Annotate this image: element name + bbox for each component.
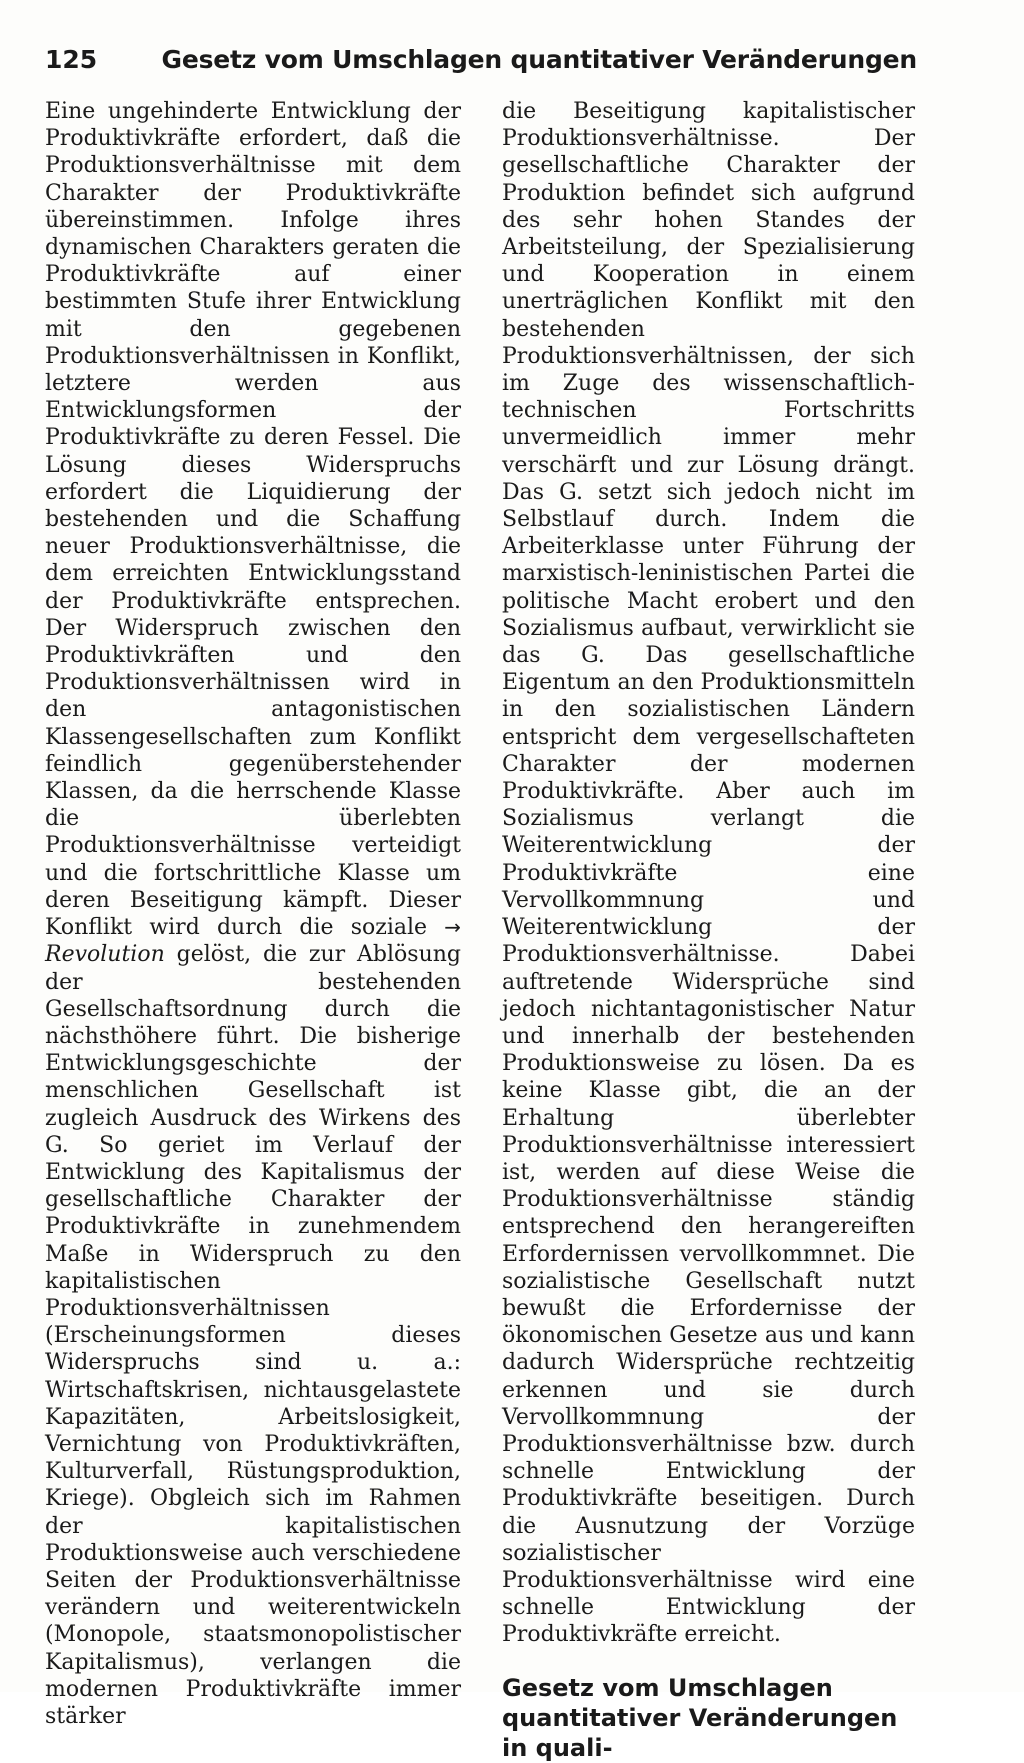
cross-reference-revolution[interactable]: Revolution [45, 942, 165, 968]
right-column [502, 98, 915, 1763]
cross-reference-arrow-icon: → [444, 915, 462, 940]
left-column-paragraph [45, 98, 461, 1730]
left-column [45, 98, 461, 1730]
right-column-paragraph: die Beseitigung kapitalistischer Produktionsverhältnisse. Der gesellschaftliche Charakter der Produktion befindet sich aufgrund des sehr hohen Standes der Arbeitsteilung, der Spezialisierung und Kooperation in einem unerträglichen Konflikt mit den bestehenden Produktionsverhältnissen, der sich im Zuge des wissenschaftlich-technischen Fortschritts unvermeidlich immer mehr verschärft und zur Lösung drängt. Das G. setzt sich jedoch nicht im Selbstlauf durch. Indem die Arbeiterklasse unter Führung der marxistisch-leninistischen Partei die politische Macht erobert und den Sozialismus aufbaut, verwirklicht sie das G. Das gesellschaftliche Eigentum an den Produktionsmitteln in den sozialistischen Ländern entspricht dem vergesellschafteten Charakter der modernen Produktivkräfte. Aber auch im Sozialismus verlangt die Weiterentwicklung der Produktivkräfte eine Vervollkommnung und Weiterentwicklung der Produktionsverhältnisse. Dabei auftretende Widersprüche sind jedoch nichtantagonistischer Natur und innerhalb der bestehenden Produktionsweise zu lösen. Da es keine Klasse gibt, die an der Erhaltung überlebter Produktionsverhältnisse interessiert ist, werden auf diese Weise die Produktionsverhältnisse ständig entsprechend den herangereiften Erfordernissen vervollkommnet. Die sozialistische Gesellschaft nutzt bewußt die Erfordernisse der ökonomischen Gesetze aus und kann dadurch Widersprüche rechtzeitig erkennen und sie durch Vervollkommnung der Produktionsverhältnisse bzw. durch schnelle Entwicklung der Produktivkräfte beseitigen. Durch die Ausnutzung der Vorzüge sozialistischer Produktionsverhältnisse wird eine schnelle Entwicklung der Produktivkräfte erreicht. [502, 99, 915, 1648]
left-column-text: Eine ungehinderte Entwicklung der Produktivkräfte erfordert, daß die Produktionsverhältnisse mit dem Charakter der Produktivkräfte übereinstimmen. Infolge ihres dynamischen Charakters geraten die Produktivkräfte auf einer bestimmten Stufe ihrer Entwicklung mit den gegebenen Produktionsverhältnissen in Konflikt, letztere werden aus Entwicklungsformen der Produktivkräfte zu deren Fessel. Die Lösung dieses Widerspruchs erfordert die Liquidierung der bestehenden und die Schaffung neuer Produktionsverhältnisse, die dem erreichten Entwicklungsstand der Produktivkräfte entsprechen. Der Widerspruch zwischen den Produktivkräften und den Produktionsverhältnissen wird in den antagonistischen Klassengesellschaften zum Konflikt feindlich gegenüberstehender Klassen, da die herrschende Klasse die überlebten Produktionsverhältnisse verteidigt und die fortschrittliche Klasse um deren Beseitigung kämpft. Dieser Konflikt wird durch die soziale [45, 99, 461, 941]
left-column-text-continued: gelöst, die zur Ablösung der bestehenden Gesellschaftsordnung durch die nächsthöhere führt. Die bisherige Entwicklungsgeschichte der menschlichen Gesellschaft ist zugleich Ausdruck des Wirkens des G. So geriet im Verlauf der Entwicklung des Kapitalismus der gesellschaftliche Charakter der Produktivkräfte in zunehmendem Maße in Widerspruch zu den kapitalistischen Produktionsverhältnissen (Erscheinungsformen dieses Widerspruchs sind u. a.: Wirtschaftskrisen, nichtausgelastete Kapazitäten, Arbeitslosigkeit, Vernichtung von Produktivkräften, Kulturverfall, Rüstungsproduktion, Kriege). Obgleich sich im Rahmen der kapitalistischen Produktionsweise auch verschiedene Seiten der Produktionsverhältnisse verändern und weiterentwickeln (Monopole, staatsmonopolistischer Kapitalismus), verlangen die modernen Produktivkräfte immer stärker [45, 942, 461, 1729]
page-number: 125 [45, 45, 98, 74]
section-heading: Gesetz vom Umschlagen quantitativer Veränderungen in quali- [502, 1673, 898, 1762]
running-head-title: Gesetz vom Umschlagen quantitativer Veränderungen [161, 45, 917, 74]
running-head [45, 40, 917, 80]
